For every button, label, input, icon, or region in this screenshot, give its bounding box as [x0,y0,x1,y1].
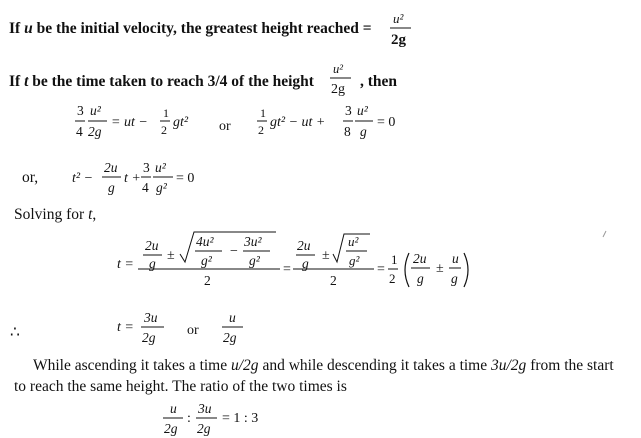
frac-num: u [452,251,459,266]
or-word: or [187,323,199,338]
frac-num: 1 [391,252,398,267]
expression: gt² [173,115,189,130]
frac-num: 1 [163,106,169,120]
frac-den: g [149,256,156,271]
frac-den: g [417,271,424,286]
equals: = [377,262,385,277]
equation-1 [75,103,395,139]
frac-den: g² [201,253,212,268]
text: and while descending it takes a time [258,357,491,374]
frac-den: g² [349,253,360,268]
therefore-symbol: ∴ [10,324,20,341]
frac-den: g² [156,180,167,195]
frac-den: 2g [197,421,211,436]
frac-den: 2 [389,271,396,286]
right-paren [464,253,468,287]
line2-tail: , then [360,73,398,90]
sqrt-sign [180,232,276,262]
expression: = 0 [176,171,195,186]
plus-minus: ± [322,248,330,263]
numerator: u² [393,11,404,26]
frac-den: g [451,271,458,286]
text: Solving for [14,206,89,223]
plus-minus: ± [167,248,175,263]
text: If [9,73,25,90]
denominator: 2g [391,32,406,48]
frac-num: 3u [144,310,158,325]
frac-den: 2 [161,123,167,137]
frac-num: u² [348,234,359,249]
frac-den: g [360,124,367,139]
equation-4 [117,310,243,345]
or-label: or, [22,169,39,186]
text: be the initial velocity, the greatest height reached = [32,20,372,37]
stray-mark [603,231,606,237]
frac-num: 3 [77,103,84,118]
frac-num: 3u [198,401,212,416]
expression: t² − [72,171,94,186]
frac-den: 2 [258,123,264,137]
text: be the time taken to reach 3/4 of the height [28,73,314,90]
frac-num: u² [357,103,368,118]
frac-num: 3 [143,160,150,175]
frac-num: 2u [104,160,118,175]
plus-minus: ± [436,261,444,276]
text: from the start [526,357,614,374]
var-t: t [88,206,93,223]
fraction-u2-over-2g [390,11,411,48]
frac-den: 2g [88,124,102,139]
frac-den: 2g [142,330,156,345]
var-t: t [24,73,29,90]
frac-num: u [170,401,177,416]
denominator: 2g [331,82,345,97]
frac-den: 4 [142,180,149,195]
text: If [9,20,25,37]
frac-num: 3u² [244,234,262,249]
frac-num: 1 [260,106,266,120]
frac-num: 4u² [196,234,214,249]
text: While ascending it takes a time [33,357,231,374]
frac-num: u² [155,160,166,175]
frac-num: u [229,310,236,325]
expression: t = [117,320,134,335]
frac-den: g [302,256,309,271]
paragraph-line-2: to reach the same height. The ratio of the two times is [14,378,347,395]
minus: − [230,244,238,259]
frac-num: 3 [345,103,352,118]
ratio-colon: : [187,411,191,426]
frac-den: 2g [223,330,237,345]
frac-den: g² [249,253,260,268]
frac-num: u² [90,103,101,118]
numerator: u² [333,62,343,76]
fraction-u2-over-2g-b [330,62,351,97]
text: u/2g [231,357,259,374]
frac-num: 2u [145,238,159,253]
or-word: or [219,119,231,134]
frac-den: 8 [344,124,351,139]
expression: = 0 [377,115,396,130]
frac-den: 2 [330,273,337,288]
expression: t = [117,257,134,272]
text: 3u/2g [491,357,527,374]
frac-den: g [108,180,115,195]
left-paren [405,253,409,287]
frac-den: 2g [164,421,178,436]
frac-den: 4 [76,124,83,139]
equals: = [283,262,291,277]
expression: gt² − ut + [270,115,326,130]
expression: = ut − [111,115,148,130]
frac-den: 2 [204,273,211,288]
ratio-result: = 1 : 3 [222,411,259,426]
frac-num: 2u [413,251,427,266]
text: , [92,206,97,223]
equation-5 [163,401,258,436]
equation-2 [72,160,194,195]
frac-num: 2u [297,238,311,253]
expression: t + [124,171,141,186]
var-u: u [24,20,33,37]
equation-3 [117,232,468,288]
